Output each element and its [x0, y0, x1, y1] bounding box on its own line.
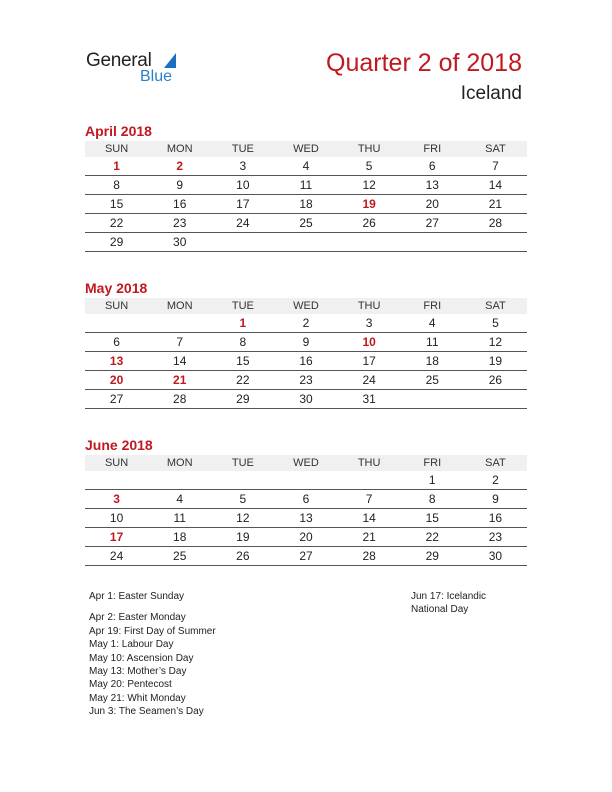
- weekday-header: WED: [274, 455, 337, 471]
- day-cell: 15: [211, 352, 274, 371]
- day-cell: 30: [148, 233, 211, 252]
- day-cell: 21: [338, 528, 401, 547]
- day-cell: [85, 314, 148, 333]
- weekday-header: FRI: [401, 141, 464, 157]
- day-cell: 15: [85, 195, 148, 214]
- calendar-grid: [85, 455, 527, 566]
- holiday-item: May 1: Labour Day: [89, 639, 174, 651]
- day-cell: 28: [338, 547, 401, 566]
- month-june: [85, 436, 527, 566]
- day-cell: 12: [338, 176, 401, 195]
- week-row: [85, 371, 527, 390]
- weekday-header: THU: [338, 298, 401, 314]
- day-cell: 14: [148, 352, 211, 371]
- calendar-grid: [85, 298, 527, 409]
- week-row: [85, 352, 527, 371]
- day-cell: [274, 471, 337, 490]
- week-row: [85, 390, 527, 409]
- day-cell: 9: [274, 333, 337, 352]
- day-cell: 16: [148, 195, 211, 214]
- day-cell: 25: [401, 371, 464, 390]
- day-cell: 8: [85, 176, 148, 195]
- day-cell: [401, 233, 464, 252]
- weekday-header: FRI: [401, 455, 464, 471]
- weekday-header: MON: [148, 298, 211, 314]
- day-cell: 4: [401, 314, 464, 333]
- month-april: [85, 122, 527, 252]
- day-cell: 17: [211, 195, 274, 214]
- day-cell: 29: [211, 390, 274, 409]
- day-cell: 24: [211, 214, 274, 233]
- day-cell: 23: [148, 214, 211, 233]
- holiday-item: Jun 3: The Seamen’s Day: [89, 706, 204, 718]
- logo-text-general: General: [86, 50, 152, 71]
- day-cell: 25: [274, 214, 337, 233]
- day-cell: [148, 471, 211, 490]
- day-cell: 3: [85, 490, 148, 509]
- day-cell: 18: [274, 195, 337, 214]
- day-cell: 25: [148, 547, 211, 566]
- day-cell: 27: [274, 547, 337, 566]
- day-cell: 15: [401, 509, 464, 528]
- day-cell: 5: [211, 490, 274, 509]
- day-cell: 22: [401, 528, 464, 547]
- day-cell: 1: [85, 157, 148, 176]
- day-cell: 11: [274, 176, 337, 195]
- day-cell: 1: [211, 314, 274, 333]
- weekday-header: SAT: [464, 141, 527, 157]
- weekday-header: TUE: [211, 141, 274, 157]
- weekday-header: FRI: [401, 298, 464, 314]
- day-cell: 2: [148, 157, 211, 176]
- day-cell: 22: [211, 371, 274, 390]
- day-cell: 16: [464, 509, 527, 528]
- weekday-header: SUN: [85, 141, 148, 157]
- day-cell: 26: [338, 214, 401, 233]
- day-cell: [211, 233, 274, 252]
- calendar-grid: [85, 141, 527, 252]
- holiday-item: National Day: [411, 604, 469, 616]
- week-row: [85, 214, 527, 233]
- day-cell: 17: [85, 528, 148, 547]
- weekday-header: SUN: [85, 455, 148, 471]
- month-title: May 2018: [85, 280, 148, 296]
- day-cell: 22: [85, 214, 148, 233]
- day-cell: 21: [464, 195, 527, 214]
- day-cell: 13: [401, 176, 464, 195]
- holiday-item: May 10: Ascension Day: [89, 652, 194, 664]
- day-cell: 31: [338, 390, 401, 409]
- holiday-item: Jun 17: Icelandic: [411, 591, 487, 602]
- brand-logo: [86, 50, 196, 90]
- day-cell: 29: [401, 547, 464, 566]
- day-cell: 10: [85, 509, 148, 528]
- week-row: [85, 547, 527, 566]
- day-cell: 17: [338, 352, 401, 371]
- weekday-header: MON: [148, 141, 211, 157]
- country-name: Iceland: [460, 83, 522, 104]
- day-cell: 24: [85, 547, 148, 566]
- day-cell: 1: [401, 471, 464, 490]
- day-cell: 28: [148, 390, 211, 409]
- day-cell: 20: [85, 371, 148, 390]
- day-cell: 3: [338, 314, 401, 333]
- day-cell: 10: [338, 333, 401, 352]
- day-cell: 23: [464, 528, 527, 547]
- weekday-header: SUN: [85, 298, 148, 314]
- day-cell: 12: [464, 333, 527, 352]
- day-cell: 20: [274, 528, 337, 547]
- weekday-header: THU: [338, 455, 401, 471]
- day-cell: 3: [211, 157, 274, 176]
- day-cell: 13: [85, 352, 148, 371]
- day-cell: 6: [274, 490, 337, 509]
- day-cell: 6: [401, 157, 464, 176]
- day-cell: [338, 233, 401, 252]
- day-cell: 18: [148, 528, 211, 547]
- month-title: April 2018: [85, 123, 152, 139]
- day-cell: 21: [148, 371, 211, 390]
- day-cell: 4: [274, 157, 337, 176]
- day-cell: 26: [464, 371, 527, 390]
- day-cell: 10: [211, 176, 274, 195]
- week-row: [85, 528, 527, 547]
- week-row: [85, 176, 527, 195]
- day-cell: 8: [401, 490, 464, 509]
- day-cell: 18: [401, 352, 464, 371]
- holiday-item: May 20: Pentecost: [89, 679, 172, 691]
- day-cell: 11: [401, 333, 464, 352]
- day-cell: 16: [274, 352, 337, 371]
- logo-triangle-icon: [164, 53, 176, 68]
- day-cell: [401, 390, 464, 409]
- day-cell: 2: [274, 314, 337, 333]
- day-cell: 9: [148, 176, 211, 195]
- day-cell: [274, 233, 337, 252]
- day-cell: [464, 233, 527, 252]
- month-title: June 2018: [85, 437, 153, 453]
- day-cell: 19: [338, 195, 401, 214]
- week-row: [85, 195, 527, 214]
- week-row: [85, 333, 527, 352]
- day-cell: 27: [85, 390, 148, 409]
- holiday-item: Apr 19: First Day of Summer: [89, 625, 216, 637]
- week-row: [85, 509, 527, 528]
- holiday-list-right: [411, 590, 521, 617]
- holiday-item: May 13: Mother’s Day: [89, 666, 187, 678]
- page-title: Quarter 2 of 2018: [326, 49, 522, 77]
- day-cell: 28: [464, 214, 527, 233]
- day-cell: 4: [148, 490, 211, 509]
- day-cell: 20: [401, 195, 464, 214]
- day-cell: [211, 471, 274, 490]
- day-cell: 5: [338, 157, 401, 176]
- holiday-item: Apr 1: Easter Sunday: [89, 591, 185, 602]
- weekday-header: WED: [274, 298, 337, 314]
- weekday-header: THU: [338, 141, 401, 157]
- day-cell: 14: [464, 176, 527, 195]
- week-row: [85, 471, 527, 490]
- day-cell: [148, 314, 211, 333]
- day-cell: 5: [464, 314, 527, 333]
- holiday-item: May 21: Whit Monday: [89, 692, 186, 704]
- day-cell: 30: [274, 390, 337, 409]
- week-row: [85, 314, 527, 333]
- day-cell: 8: [211, 333, 274, 352]
- day-cell: 30: [464, 547, 527, 566]
- day-cell: [464, 390, 527, 409]
- week-row: [85, 157, 527, 176]
- weekday-header: TUE: [211, 455, 274, 471]
- day-cell: 26: [211, 547, 274, 566]
- weekday-header: SAT: [464, 298, 527, 314]
- month-may: [85, 279, 527, 409]
- weekday-header: SAT: [464, 455, 527, 471]
- day-cell: [338, 471, 401, 490]
- holiday-item: Apr 2: Easter Monday: [89, 612, 186, 624]
- day-cell: 24: [338, 371, 401, 390]
- day-cell: 19: [211, 528, 274, 547]
- day-cell: 27: [401, 214, 464, 233]
- day-cell: 13: [274, 509, 337, 528]
- day-cell: 7: [148, 333, 211, 352]
- day-cell: 7: [338, 490, 401, 509]
- day-cell: 29: [85, 233, 148, 252]
- day-cell: 6: [85, 333, 148, 352]
- weekday-header: WED: [274, 141, 337, 157]
- day-cell: 12: [211, 509, 274, 528]
- weekday-header: TUE: [211, 298, 274, 314]
- holiday-list-left: [89, 590, 309, 719]
- day-cell: 23: [274, 371, 337, 390]
- week-row: [85, 490, 527, 509]
- day-cell: 14: [338, 509, 401, 528]
- weekday-header: MON: [148, 455, 211, 471]
- week-row: [85, 233, 527, 252]
- day-cell: 11: [148, 509, 211, 528]
- day-cell: [85, 471, 148, 490]
- day-cell: 9: [464, 490, 527, 509]
- day-cell: 2: [464, 471, 527, 490]
- logo-text-blue: Blue: [140, 68, 173, 85]
- day-cell: 19: [464, 352, 527, 371]
- day-cell: 7: [464, 157, 527, 176]
